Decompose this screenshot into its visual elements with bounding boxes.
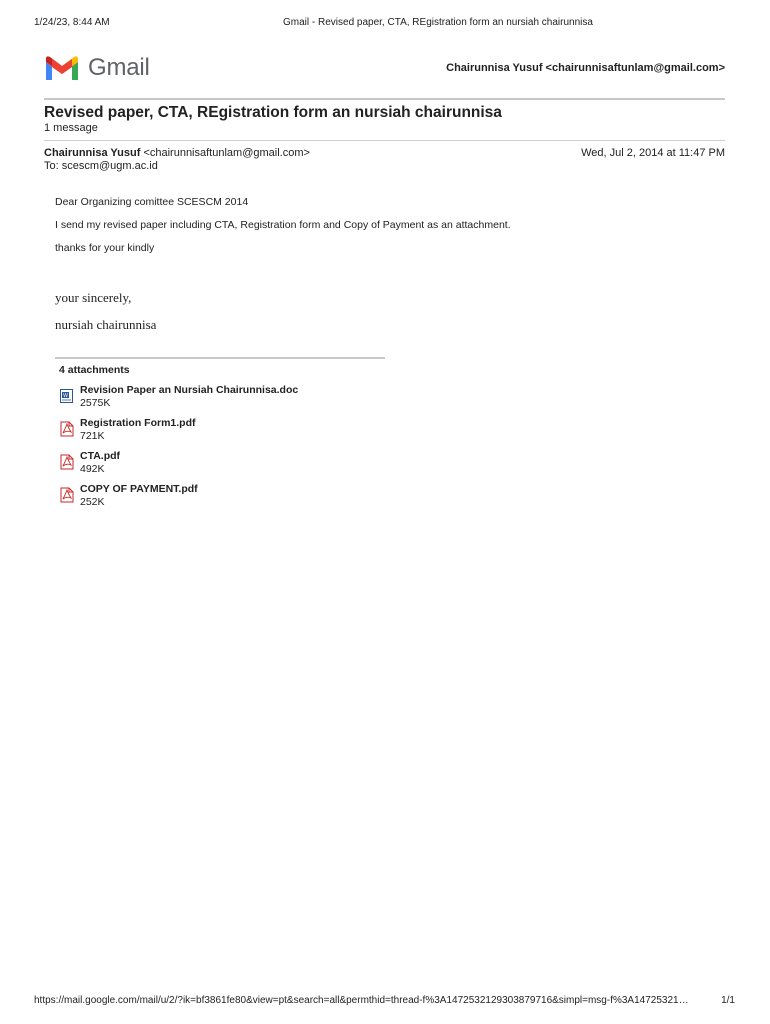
body-line-1: I send my revised paper including CTA, Registration form and Copy of Payment as an attachment.: [55, 219, 511, 231]
body-signature: nursiah chairunnisa: [55, 317, 157, 332]
attachment-item[interactable]: [59, 483, 379, 511]
attachments-divider: [55, 357, 385, 359]
svg-text:W: W: [63, 393, 68, 399]
attachment-name[interactable]: COPY OF PAYMENT.pdf: [80, 483, 198, 495]
print-page-title: Gmail - Revised paper, CTA, REgistration form an nursiah chairunnisa: [283, 17, 593, 28]
attachment-item[interactable]: [59, 384, 379, 412]
gmail-wordmark: Gmail: [88, 54, 150, 81]
thread-subject: Revised paper, CTA, REgistration form an nursiah chairunnisa: [44, 104, 502, 121]
word-doc-icon: [59, 388, 75, 404]
message-date: Wed, Jul 2, 2014 at 11:47 PM: [581, 147, 725, 159]
sender: [44, 147, 310, 159]
recipient: To: scescm@ugm.ac.id: [44, 160, 158, 172]
body-closing: your sincerely,: [55, 290, 132, 305]
attachment-name[interactable]: Revision Paper an Nursiah Chairunnisa.doc: [80, 384, 299, 396]
attachment-size: 721K: [80, 430, 105, 442]
body-greeting: Dear Organizing comittee SCESCM 2014: [55, 196, 249, 208]
sender-email: <chairunnisaftunlam@gmail.com>: [143, 147, 310, 159]
attachment-name[interactable]: CTA.pdf: [80, 450, 121, 462]
attachments-title: 4 attachments: [59, 364, 130, 376]
attachment-item[interactable]: [59, 450, 379, 478]
print-url: https://mail.google.com/mail/u/2/?ik=bf3861fe80&view=pt&search=all&permthid=thread-f%3A1472532129303879716&simpl=msg-f%3A14725321…: [34, 995, 689, 1006]
pdf-icon: [59, 454, 75, 470]
attachment-size: 492K: [80, 463, 105, 475]
body-line-2: thanks for your kindly: [55, 242, 155, 254]
account-name: Chairunnisa Yusuf <chairunnisaftunlam@gmail.com>: [446, 62, 725, 74]
subject-divider: [44, 140, 725, 141]
message-count: 1 message: [44, 122, 98, 134]
attachment-size: 252K: [80, 496, 105, 508]
attachment-name[interactable]: Registration Form1.pdf: [80, 417, 196, 429]
print-datetime: 1/24/23, 8:44 AM: [34, 17, 110, 28]
print-page-number: 1/1: [721, 995, 735, 1006]
pdf-icon: [59, 487, 75, 503]
gmail-m-icon: [44, 54, 80, 82]
sender-name: Chairunnisa Yusuf: [44, 147, 141, 159]
attachment-size: 2575K: [80, 397, 111, 409]
attachment-item[interactable]: [59, 417, 379, 445]
header-divider: [44, 98, 725, 100]
gmail-logo: [44, 52, 154, 82]
pdf-icon: [59, 421, 75, 437]
